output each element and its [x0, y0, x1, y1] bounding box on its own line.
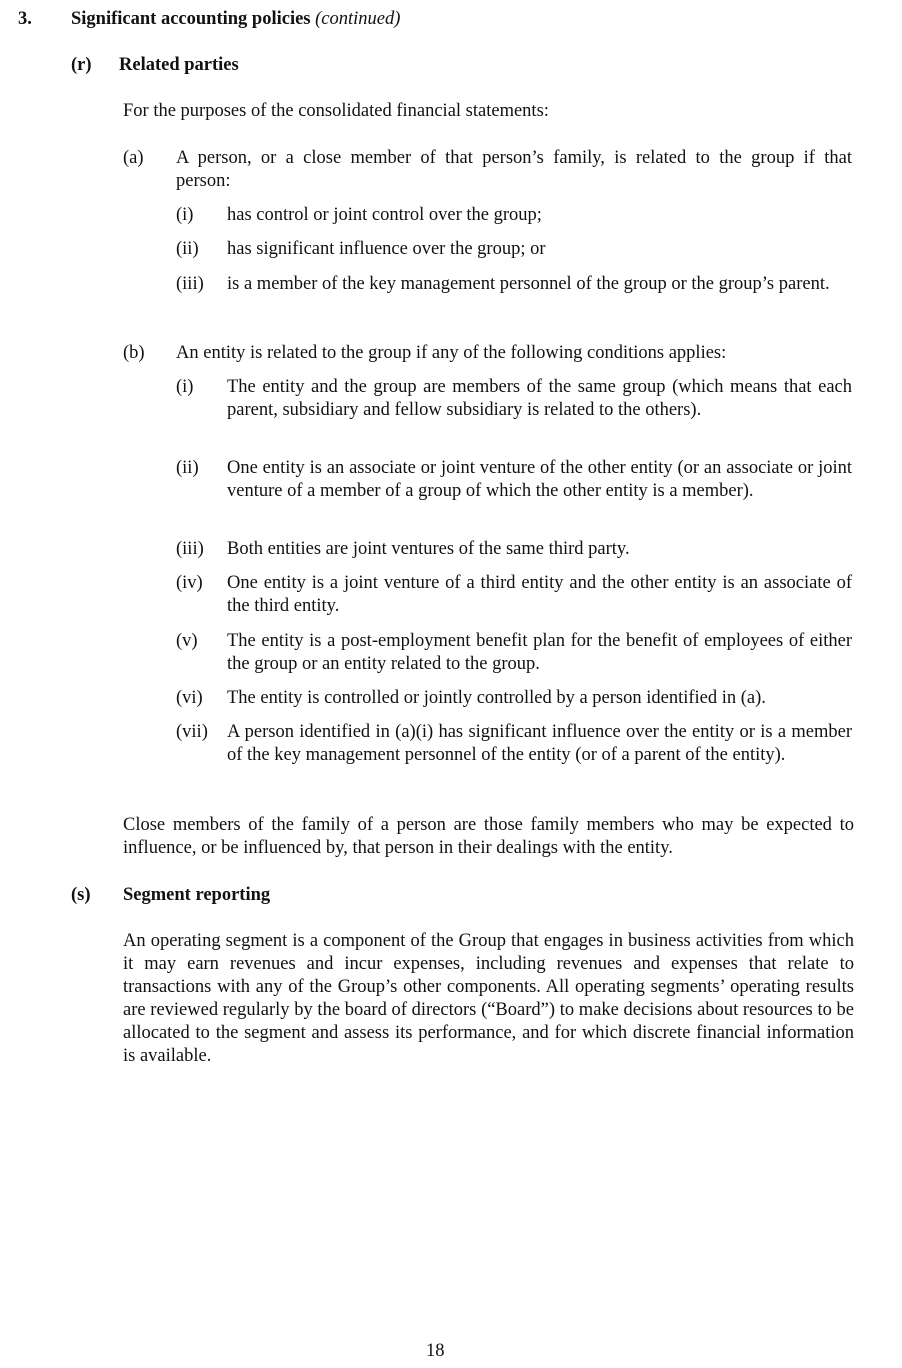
subsection-r-title: Related parties: [119, 55, 239, 75]
clause-b-item-marker: (ii): [176, 458, 199, 478]
clause-b-item-marker: (v): [176, 631, 198, 651]
section-continued-label: (continued): [315, 9, 401, 29]
clause-b-text: An entity is related to the group if any of the following conditions applies:: [176, 343, 727, 363]
clause-a-item-text: has control or joint control over the group;: [227, 205, 542, 225]
clause-a-item-marker: (iii): [176, 274, 204, 294]
page-number: 18: [426, 1341, 445, 1361]
subsection-s-marker: (s): [71, 885, 91, 905]
clause-b-item-marker: (vii): [176, 722, 208, 742]
clause-a-item-text: is a member of the key management personnel of the group or the group’s parent.: [227, 274, 830, 294]
clause-a-item-text: has significant influence over the group; or: [227, 239, 546, 259]
clause-a-text-line2: person:: [176, 171, 231, 191]
clause-b-item-marker: (i): [176, 377, 194, 397]
clause-b-item-text: One entity is an associate or joint venture of the other entity (or an associate or joint venture of a member of a group of which the other entity is a member).: [227, 458, 852, 501]
clause-b-item-text: A person identified in (a)(i) has significant influence over the entity or is a member of the key management personnel of the entity (or of a parent of the entity).: [227, 722, 852, 765]
section-number: 3.: [18, 9, 32, 29]
section-title-text: Significant accounting policies: [71, 9, 311, 29]
clause-a-marker: (a): [123, 148, 144, 168]
clause-a-item-marker: (ii): [176, 239, 199, 259]
close-family-paragraph: Close members of the family of a person are those family members who may be expected to influence, or be influenced by, that person in their dealings with the entity.: [123, 815, 854, 858]
clause-b-item-marker: (iv): [176, 573, 203, 593]
subsection-s-title: Segment reporting: [123, 885, 271, 905]
clause-a-text-line1: A person, or a close member of that person’s family, is related to the group if that: [176, 148, 852, 168]
clause-b-item-text: The entity is controlled or jointly controlled by a person identified in (a).: [227, 688, 766, 708]
subsection-r-marker: (r): [71, 55, 92, 75]
clause-b-item-text: One entity is a joint venture of a third entity and the other entity is an associate of the third entity.: [227, 573, 852, 616]
clause-b-item-text: Both entities are joint ventures of the same third party.: [227, 539, 630, 559]
clause-a-item-marker: (i): [176, 205, 194, 225]
clause-b-marker: (b): [123, 343, 145, 363]
segment-reporting-paragraph: An operating segment is a component of the Group that engages in business activities from which it may earn revenues and incur expenses, including revenues and expenses that relate to transactions with any of the Group’s other components. All operating segments’ operating results are reviewed regularly by the board of directors (“Board”) to make decisions about resources to be allocated to the segment and assess its performance, and for which discrete financial information is available.: [123, 931, 854, 1066]
clause-b-item-marker: (vi): [176, 688, 203, 708]
section-title: [71, 8, 400, 31]
clause-b-item-text: The entity is a post-employment benefit plan for the benefit of employees of either the group or an entity related to the group.: [227, 631, 852, 674]
related-parties-intro: For the purposes of the consolidated financial statements:: [123, 101, 549, 121]
clause-b-item-marker: (iii): [176, 539, 204, 559]
clause-b-item-text: The entity and the group are members of the same group (which means that each parent, subsidiary and fellow subsidiary is related to the others).: [227, 377, 852, 420]
